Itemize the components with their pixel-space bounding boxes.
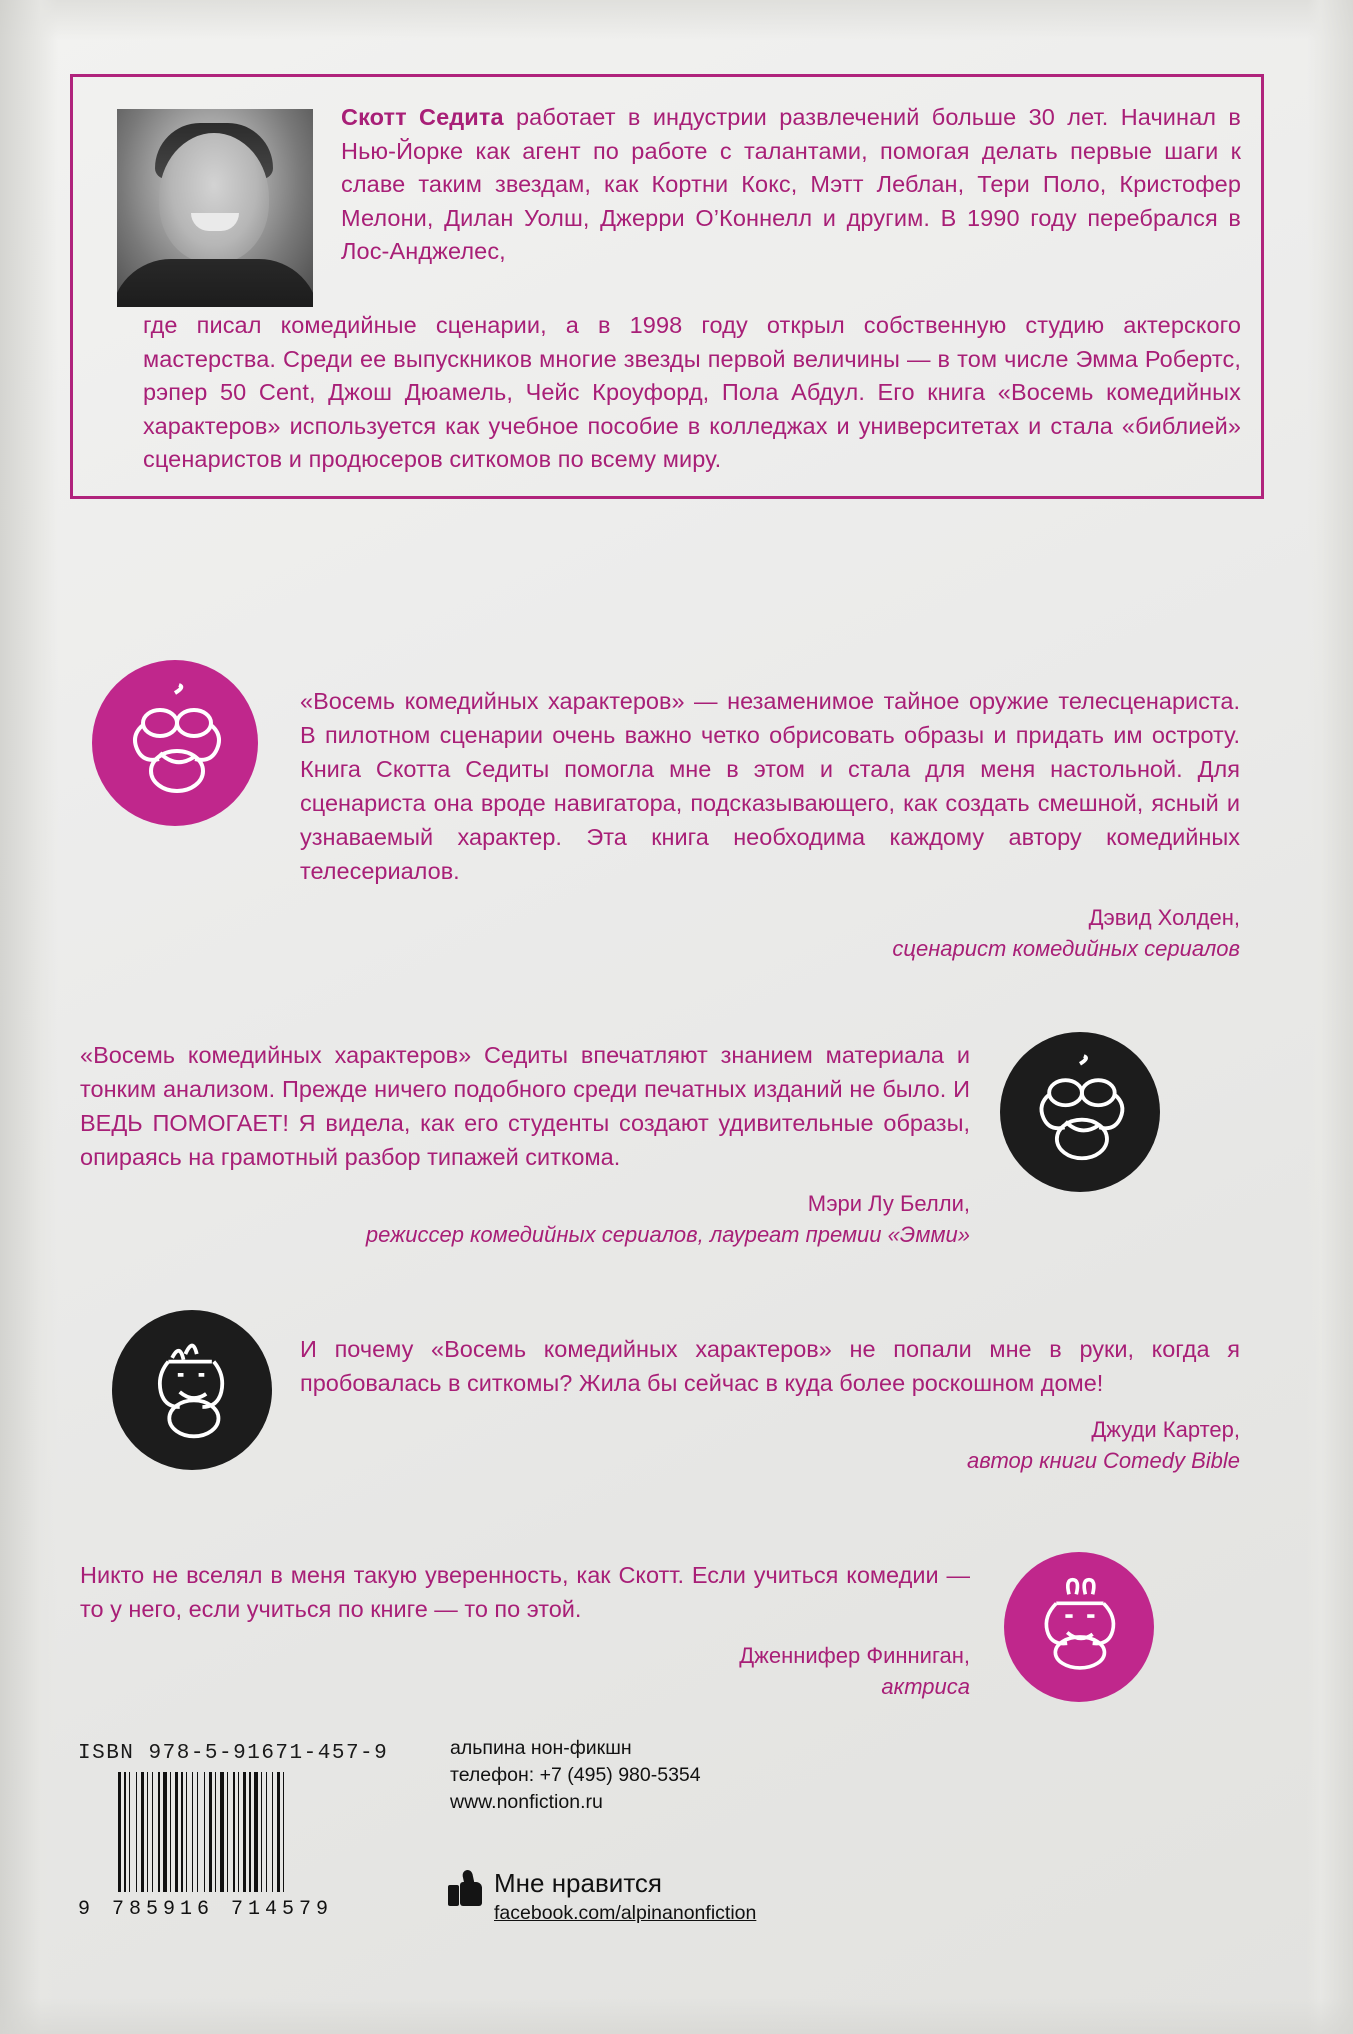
facebook-url[interactable]: facebook.com/alpinanonfiction <box>494 1902 757 1924</box>
blurb-2-text: «Восемь комедийных характеров» Седиты впечатляют знанием материала и тонким анализом. Прежде ничего подобного среди печатных изданий не было. И ВЕДЬ ПОМОГАЕТ! Я видела, как его студенты создают удивительные образы, опираясь на грамотный разбор типажей ситкома. <box>80 1042 970 1170</box>
author-bio-text <box>143 101 1241 472</box>
barcode-main-digits: 785916 714579 <box>112 1898 334 1921</box>
blurb-2-attribution <box>80 1188 970 1250</box>
publisher-block <box>450 1735 701 1816</box>
blurb-1-text: «Восемь комедийных характеров» — незаменимое тайное оружие телесценариста. В пилотном сценарии очень важно четко обрисовать образы и придать им остроту. Книга Скотта Седиты помогла мне в этом и стала для меня настольной. Для сценариста она вроде навигатора, подсказывающего, как создать смешной, ясный и узнаваемый характер. Эта книга необходима каждому автору комедийных телесериалов. <box>300 688 1240 884</box>
author-bio-part1: работает в индустрии развлечений больше 30 лет. Начинал в Нью-Йорке как агент по работе с талантами, помогая делать первые шаги к славе таким звездам, как Кортни Кокс, Мэтт Леблан, Тери Поло, Кристофер Мелони, Дилан Уолш, Джерри О’Коннелл и другим. В 1990 году перебрался в Лос-Анджелес, <box>341 104 1241 264</box>
author-portrait-photo <box>117 109 313 307</box>
blurb-3 <box>300 1332 1240 1476</box>
barcode-lead-digit: 9 <box>78 1898 96 1921</box>
blurb-1 <box>300 684 1240 964</box>
comedy-mask-hat-icon <box>112 1310 272 1470</box>
blurb-2-role: режиссер комедийных сериалов, лауреат премии «Эмми» <box>365 1222 970 1247</box>
publisher-phone: телефон: +7 (495) 980-5354 <box>450 1764 701 1786</box>
comedy-mask-ears-icon <box>1004 1552 1154 1702</box>
portrait-shoulders <box>117 259 313 307</box>
page-edge-right <box>1307 0 1353 2034</box>
isbn-text: ISBN 978-5-91671-457-9 <box>78 1742 389 1765</box>
comedy-mask-glasses-icon <box>92 660 258 826</box>
barcode-bars <box>118 1772 368 1892</box>
blurb-3-role: автор книги Comedy Bible <box>966 1448 1240 1473</box>
blurb-1-author: Дэвид Холден, <box>1088 905 1240 930</box>
blurb-3-text: И почему «Восемь комедийных характеров» не попали мне в руки, когда я пробовалась в ситкомы? Жила бы сейчас в куда более роскошном доме! <box>300 1336 1240 1396</box>
blurb-4-role: актриса <box>881 1674 970 1699</box>
publisher-site: www.nonfiction.ru <box>450 1791 603 1813</box>
facebook-block[interactable] <box>448 1868 756 1926</box>
author-bio-part2: где писал комедийные сценарии, а в 1998 году открыл собственную студию актерского мастерства. Среди ее выпускников многие звезды первой величины — в том числе Эмма Робертс, рэпер 50 Cent, Джош Дюамель, Чейс Кроуфорд, Пола Абдул. Его книга «Восемь комедийных характеров» используется как учебное пособие в колледжах и университетах и стала «библией» сценаристов и продюсеров ситкомов по всему миру. <box>143 312 1241 472</box>
page-edge-bottom <box>0 1998 1353 2034</box>
portrait-face <box>159 133 269 263</box>
blurb-4-attribution <box>80 1640 970 1702</box>
facebook-like-label: Мне нравится <box>494 1868 663 1898</box>
page-edge-top <box>0 0 1353 40</box>
blurb-4-text: Никто не вселял в меня такую уверенность, как Скотт. Если учиться комедии — то у него, если учиться по книге — то по этой. <box>80 1562 970 1622</box>
author-name: Скотт Седита <box>341 104 504 130</box>
author-bio-box <box>70 74 1264 499</box>
comedy-mask-glasses-icon <box>1000 1032 1160 1192</box>
blurb-2-author: Мэри Лу Белли, <box>807 1191 970 1216</box>
thumbs-up-icon <box>448 1870 482 1906</box>
blurb-1-role: сценарист комедийных сериалов <box>892 936 1240 961</box>
blurb-2 <box>80 1038 970 1250</box>
blurb-4-author: Дженнифер Финниган, <box>739 1643 970 1668</box>
blurb-4 <box>80 1558 970 1702</box>
blurb-1-attribution <box>300 902 1240 964</box>
page-edge-left <box>0 0 58 2034</box>
publisher-name: альпина нон-фикшн <box>450 1737 632 1759</box>
blurb-3-author: Джуди Картер, <box>1091 1417 1240 1442</box>
blurb-3-attribution <box>300 1414 1240 1476</box>
